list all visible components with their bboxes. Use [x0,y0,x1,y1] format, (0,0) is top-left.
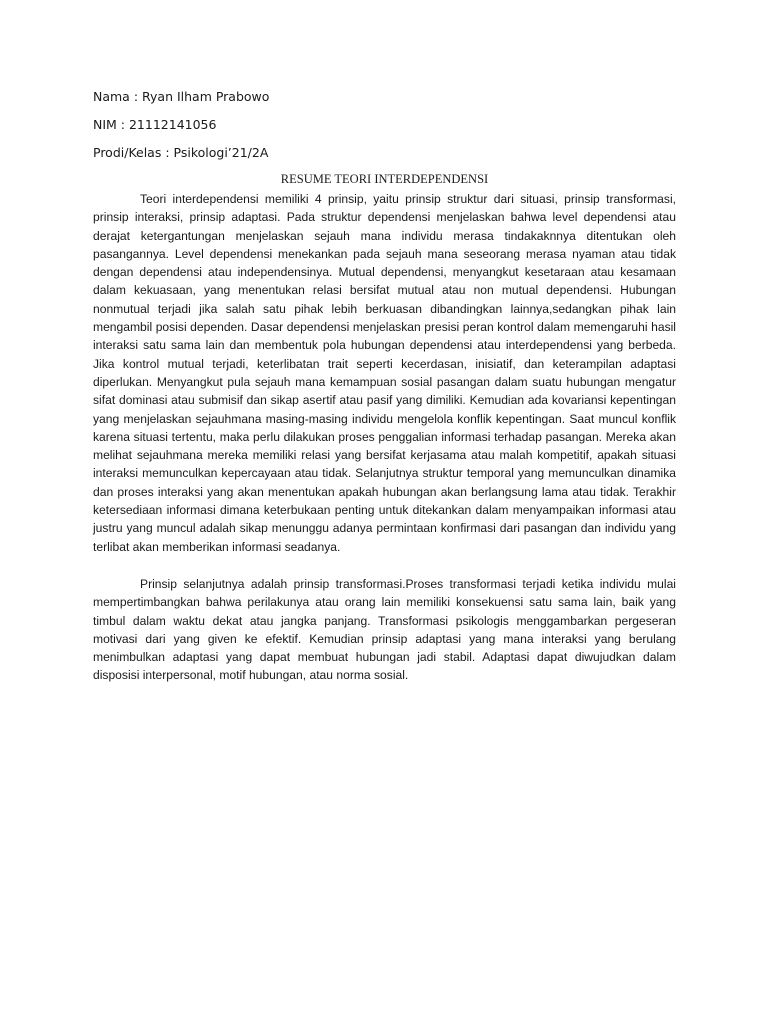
body-paragraph-1: Teori interdependensi memiliki 4 prinsip, yaitu prinsip struktur dari situasi, prinsip transformasi, prinsip interaksi, prinsip adaptasi. Pada struktur dependensi menjelaskan bahwa level dependensi atau derajat ketergantungan menjelaskan sejauh mana individu merasa tindakaknnya ditentukan oleh pasangannya. Level dependensi menekankan pada sejauh mana seseorang merasa nyaman atau tidak dengan dependensi atau independensinya. Mutual dependensi, menyangkut kesetaraan atau kesamaan dalam kekuasaan, yang menentukan relasi bersifat mutual atau non mutual dependensi. Hubungan nonmutual terjadi jika salah satu pihak lebih berkuasan dibandingkan lainnya,sedangkan pihak lain mengambil posisi dependen. Dasar dependensi menjelaskan presisi peran kontrol dalam memengaruhi hasil interaksi satu sama lain dan membentuk pola hubungan dependensi atau interdependensi yang berbeda. Jika kontrol mutual terjadi, keterlibatan trait seperti kecerdasan, inisiatif, dan keterampilan adaptasi diperlukan. Menyangkut pula sejauh mana kemampuan sosial pasangan dalam suatu hubungan mengatur sifat dominasi atau submisif dan sikap asertif atau pasif yang dimiliki. Kemudian ada kovariansi kepentingan yang menjelaskan sejauhmana masing-masing individu mengelola konflik kepentingan. Saat muncul konflik karena situasi tertentu, maka perlu dilakukan proses penggalian informasi terhadap pasangan. Mereka akan melihat sejauhmana mereka memiliki relasi yang bersifat kerjasama atau malah kompetitif, apakah situasi interaksi memunculkan kepercayaan atau tidak. Selanjutnya struktur temporal yang memunculkan dinamika dan proses interaksi yang akan menentukan apakah hubungan akan berlangsung lama atau tidak. Terakhir ketersediaan informasi dimana keterbukaan penting untuk ditekankan dalam menyampaikan informasi atau justru yang muncul adalah sikap menunggu adanya permintaan konfirmasi dari pasangan dan individu yang terlibat akan memberikan informasi seadanya. [93,192,676,554]
student-nim-line: NIM : 21112141056 [93,117,217,132]
student-prodi-line: Prodi/Kelas : Psikologi’21/2A [93,145,269,160]
student-name-line: Nama : Ryan Ilham Prabowo [93,89,270,104]
body-paragraph-2: Prinsip selanjutnya adalah prinsip transformasi.Proses transformasi terjadi ketika individu mulai mempertimbangkan bahwa perilakunya atau orang lain memiliki konsekuensi satu sama lain, baik yang timbul dalam waktu dekat atau jangka panjang. Transformasi psikologis menggambarkan pergeseran motivasi dari yang given ke efektif. Kemudian prinsip adaptasi yang mana interaksi yang berulang menimbulkan adaptasi yang dapat membuat hubungan jadi stabil. Adaptasi dapat diwujudkan dalam disposisi interpersonal, motif hubungan, atau norma sosial. [93,577,676,683]
document-title: RESUME TEORI INTERDEPENDENSI [280,172,489,186]
